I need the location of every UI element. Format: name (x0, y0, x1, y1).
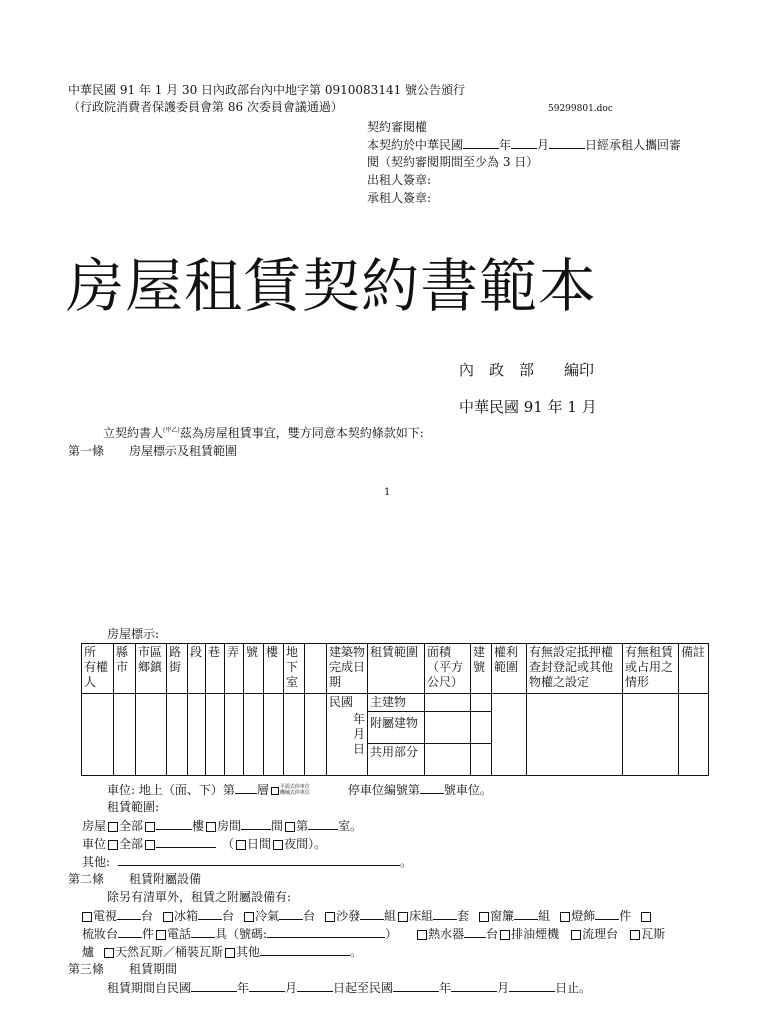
checkbox-phone[interactable] (156, 930, 166, 940)
table-row (82, 694, 709, 712)
col-floor: 樓 (264, 644, 284, 694)
parking-number-blank[interactable] (420, 782, 444, 794)
col-area: 面積（平方公尺） (425, 644, 471, 694)
review-year-blank[interactable] (463, 137, 499, 149)
col-rights-scope: 權利範圍 (492, 644, 527, 694)
checkbox-ac[interactable] (244, 912, 254, 922)
page-title: 房屋租賃契約書範本 (66, 252, 598, 320)
article-2-heading: 第二條 租賃附屬設備 (68, 872, 202, 886)
col-remarks: 備註 (679, 644, 709, 694)
start-year-blank[interactable] (191, 980, 237, 992)
phone-number-blank[interactable] (267, 926, 385, 938)
checkbox-range-hood[interactable] (500, 930, 510, 940)
equipment-row-2: 梳妝台 件 電話 具（號碼: ） 熱水器 台 排油煙機 流理台 瓦斯 (82, 927, 666, 941)
end-year-blank[interactable] (393, 980, 439, 992)
scope-house-line: 房屋 全部 樓 房間 間 第 室。 (82, 819, 363, 833)
scope-other-line: 其他: 。 (82, 855, 413, 869)
article-3-heading: 第三條 租賃期間 (68, 962, 178, 976)
col-section: 段 (188, 644, 206, 694)
article-1-heading: 第一條 房屋標示及租賃範圍 (68, 444, 238, 458)
checkbox-sink[interactable] (571, 930, 581, 940)
end-day-blank[interactable] (509, 980, 555, 992)
col-road: 路街 (167, 644, 188, 694)
checkbox-lighting[interactable] (560, 912, 570, 922)
publisher-date: 中華民國 91 年 1 月 (459, 398, 597, 416)
col-building-no: 建號 (471, 644, 492, 694)
car-blank[interactable] (156, 836, 216, 848)
end-month-blank[interactable] (451, 980, 497, 992)
col-lease-scope: 租賃範圍 (368, 644, 425, 694)
col-lease-occupancy: 有無租賃或占用之情形 (623, 644, 679, 694)
checkbox-curtain[interactable] (479, 912, 489, 922)
completion-date-cell[interactable]: 民國 年 月 日 (327, 694, 368, 776)
checkbox-house-floor[interactable] (145, 822, 155, 832)
review-title: 契約審閱權 (367, 120, 428, 134)
checkbox-bed[interactable] (398, 912, 408, 922)
checkbox-house-unit[interactable] (285, 822, 295, 832)
review-line-1: 本契約於中華民國 年 月 日經承租人攜回審 (367, 138, 682, 152)
scope-car-line: 車位 全部 （ 日間 夜間）。 (82, 837, 327, 851)
checkbox-car-partial[interactable] (145, 840, 155, 850)
table-header-row (82, 644, 709, 694)
house-label: 房屋標示: (107, 627, 160, 641)
review-day-blank[interactable] (549, 137, 585, 149)
checkbox-continuation[interactable] (641, 912, 651, 922)
checkbox-other[interactable] (225, 948, 235, 958)
other-equipment-blank[interactable] (260, 944, 350, 956)
scope-attached-building: 附屬建物 (368, 712, 425, 744)
publisher-org: 內 政 部 編印 (459, 361, 595, 379)
col-completion-date: 建築物完成日期 (327, 644, 368, 694)
checkbox-water-heater[interactable] (417, 930, 427, 940)
checkbox-car-all[interactable] (108, 840, 118, 850)
announcement-line: 中華民國 91 年 1 月 30 日內政部台內中地字第 0910083141 號公告頒行 (68, 83, 466, 97)
col-number: 號 (244, 644, 264, 694)
start-month-blank[interactable] (249, 980, 285, 992)
checkbox-sofa[interactable] (325, 912, 335, 922)
col-basement: 地下室 (284, 644, 305, 694)
house-table (81, 643, 709, 776)
page-number: 1 (384, 487, 391, 498)
lessee-signature: 承租人簽章: (367, 191, 432, 205)
col-county: 縣市 (114, 644, 136, 694)
house-room-blank[interactable] (241, 818, 271, 830)
article-2-intro: 除另有清單外，租賃之附屬設備有: (107, 890, 292, 904)
equipment-row-1: 電視 台 冰箱 台 冷氣 台 沙發 組 床組 套 窗簾 組 燈飾 件 (82, 908, 652, 924)
lease-period-line: 租賃期間自民國 年 月 日起至民國 年 月 日止。 (107, 981, 592, 995)
house-unit-blank[interactable] (308, 818, 338, 830)
col-blank (305, 644, 327, 694)
intro-text: 立契約書人$^{(甲乙)}$茲為房屋租賃事宜，雙方同意本契約條款如下: (103, 426, 424, 440)
col-district: 市區鄉鎮 (136, 644, 167, 694)
scope-main-building: 主建物 (368, 694, 425, 712)
scope-label: 租賃範圍: (107, 800, 160, 814)
scope-shared-part: 共用部分 (368, 744, 425, 776)
checkbox-house-room[interactable] (206, 822, 216, 832)
review-month-blank[interactable] (511, 137, 537, 149)
scope-other-blank[interactable] (118, 854, 400, 866)
checkbox-car-day[interactable] (236, 840, 246, 850)
checkbox-gas-type[interactable] (104, 948, 114, 958)
lessor-signature: 出租人簽章: (367, 173, 432, 187)
equipment-row-3: 爐 天然瓦斯／桶裝瓦斯 其他 。 (82, 945, 363, 959)
approval-line: （行政院消費者保護委員會第 86 次委員會議通過） (68, 100, 343, 114)
col-mortgage: 有無設定抵押權查封登記或其他物權之設定 (527, 644, 623, 694)
checkbox-tv[interactable] (82, 912, 92, 922)
parking-floor-blank[interactable] (235, 782, 257, 794)
checkbox-fridge[interactable] (163, 912, 173, 922)
doc-code: 59299801.doc (548, 104, 613, 114)
start-day-blank[interactable] (297, 980, 333, 992)
col-owner: 所 有權人 (82, 644, 114, 694)
checkbox-car-night[interactable] (273, 840, 283, 850)
house-floor-blank[interactable] (156, 818, 192, 830)
checkbox-house-all[interactable] (108, 822, 118, 832)
parking-line: 車位: 地上（面、下）第 層 平面式停車位 機械式停車位 停車位編號第 號車位。 (107, 783, 492, 797)
checkbox-parking-type-1[interactable] (271, 787, 279, 795)
col-alley: 弄 (225, 644, 244, 694)
col-lane: 巷 (206, 644, 225, 694)
checkbox-gas[interactable] (630, 930, 640, 940)
review-line-2: 閱（契約審閱期間至少為 3 日） (367, 155, 539, 169)
